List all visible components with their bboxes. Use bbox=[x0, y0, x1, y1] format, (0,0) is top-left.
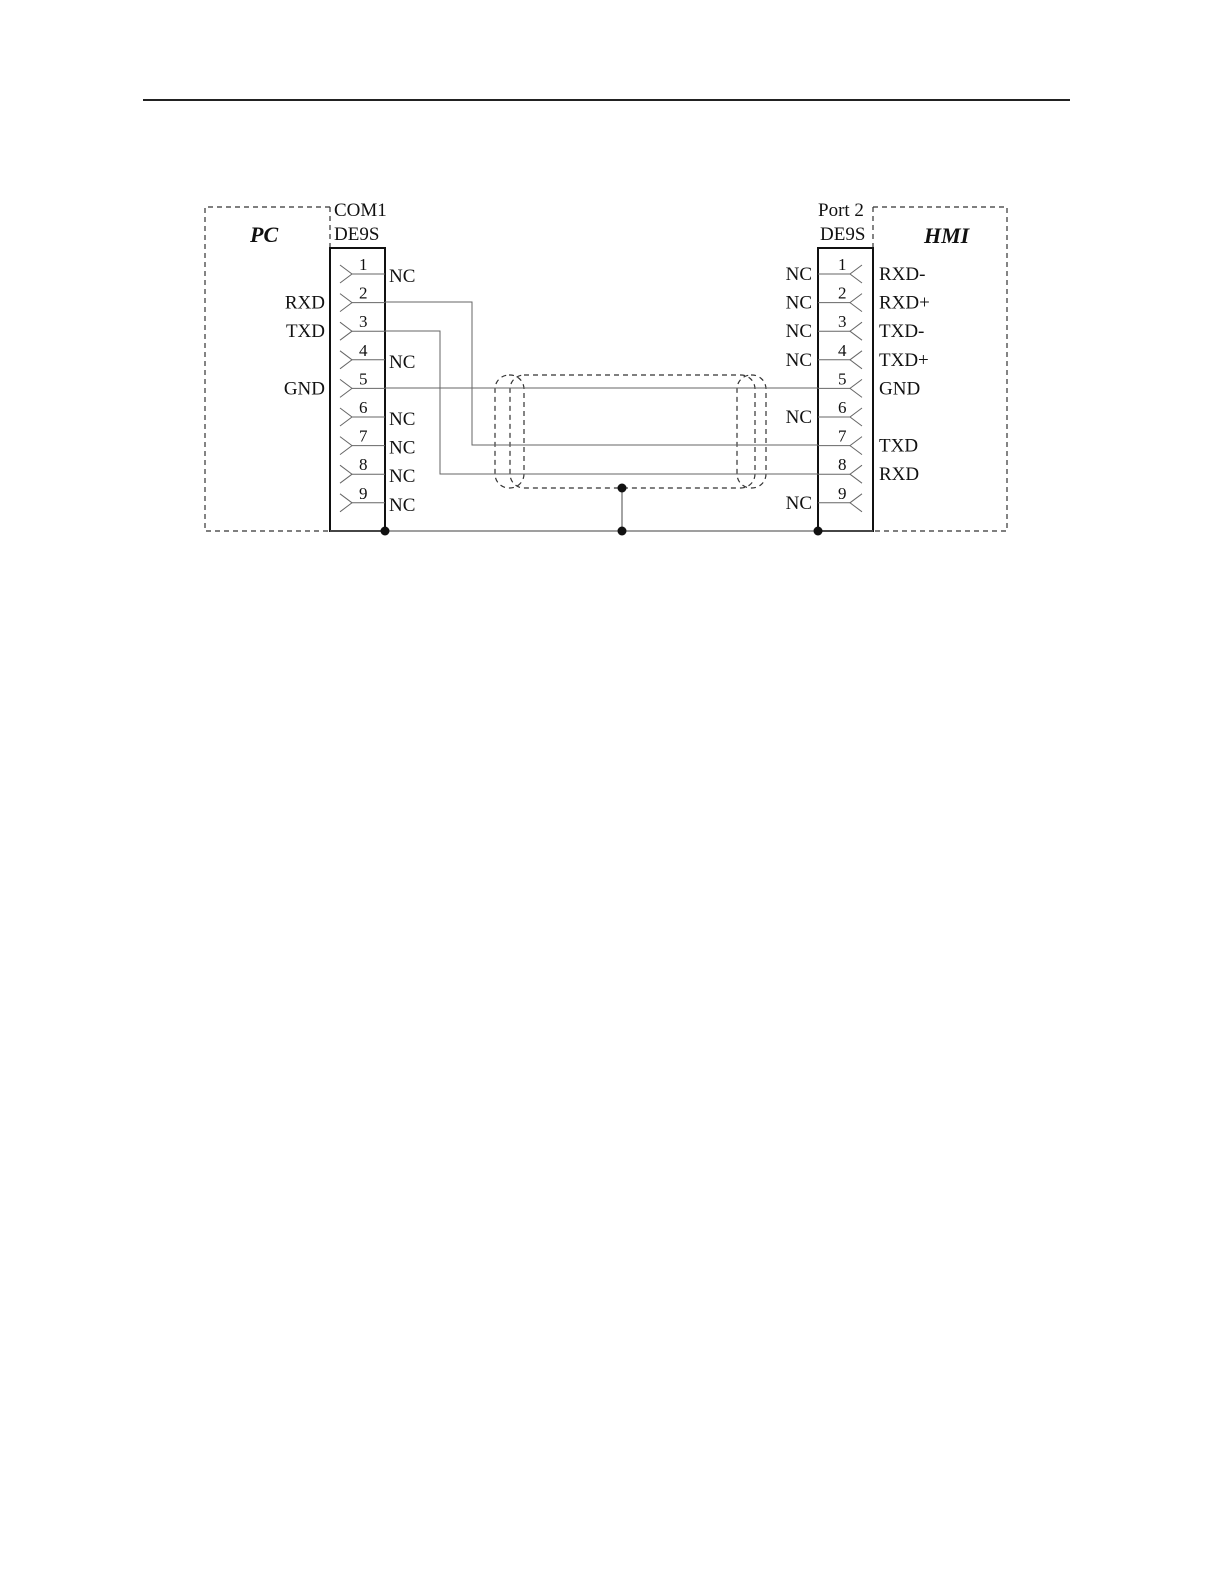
pin-contact-icon bbox=[850, 379, 862, 397]
signal-label: TXD+ bbox=[879, 349, 929, 371]
pin-contact-icon bbox=[340, 408, 352, 426]
hmi-connector-name: Port 2 bbox=[818, 200, 864, 221]
nc-label: NC bbox=[389, 437, 416, 459]
pin-number: 8 bbox=[359, 455, 368, 475]
pin-number: 9 bbox=[838, 483, 847, 503]
signal-label: TXD- bbox=[879, 321, 925, 343]
pin-contact-icon bbox=[850, 437, 862, 455]
pc-connector-body bbox=[330, 248, 385, 531]
pc-pin-group bbox=[284, 255, 416, 516]
nc-label: NC bbox=[785, 292, 812, 314]
signal-label: RXD bbox=[284, 292, 325, 314]
pin-number: 7 bbox=[359, 426, 368, 446]
pin-number: 1 bbox=[359, 255, 368, 274]
nc-label: NC bbox=[389, 266, 416, 287]
pin-contact-icon bbox=[850, 265, 862, 283]
nc-label: NC bbox=[389, 494, 416, 516]
pin-number: 4 bbox=[359, 340, 368, 360]
pin-number: 4 bbox=[838, 340, 847, 360]
pin-contact-icon bbox=[340, 351, 352, 369]
pin-contact-icon bbox=[340, 437, 352, 455]
nc-label: NC bbox=[389, 409, 416, 430]
junction-node bbox=[618, 527, 627, 536]
pin-contact-icon bbox=[850, 294, 862, 312]
pin-contact-icon bbox=[340, 294, 352, 312]
pin-contact-icon bbox=[340, 465, 352, 483]
nc-label: NC bbox=[389, 466, 416, 488]
signal-label: GND bbox=[283, 378, 325, 400]
pin-number: 1 bbox=[838, 255, 847, 274]
pin-number: 2 bbox=[359, 283, 368, 303]
pin-contact-icon bbox=[340, 494, 352, 512]
pc-enclosure bbox=[205, 207, 330, 531]
signal-label: RXD+ bbox=[879, 292, 930, 314]
pin-contact-icon bbox=[850, 408, 862, 426]
hmi-connector-type: DE9S bbox=[820, 224, 866, 245]
nc-label: NC bbox=[785, 407, 812, 428]
cable-shield bbox=[510, 375, 755, 488]
pin-number: 9 bbox=[359, 483, 368, 503]
hmi-pin-group bbox=[786, 255, 930, 514]
signal-label: TXD bbox=[285, 321, 325, 343]
pin-contact-icon bbox=[850, 322, 862, 340]
pin-contact-icon bbox=[340, 265, 352, 283]
pin-number: 7 bbox=[838, 426, 847, 446]
wire-pc3-hmi8 bbox=[385, 331, 818, 474]
pin-number: 5 bbox=[838, 369, 847, 389]
pc-title: PC bbox=[250, 222, 279, 247]
junction-node bbox=[618, 484, 627, 493]
pin-contact-icon bbox=[340, 322, 352, 340]
pin-number: 6 bbox=[838, 398, 847, 417]
signal-label: GND bbox=[879, 378, 921, 400]
pin-contact-icon bbox=[340, 379, 352, 397]
junction-node bbox=[814, 527, 823, 536]
pin-contact-icon bbox=[850, 351, 862, 369]
pin-number: 3 bbox=[838, 312, 847, 332]
hmi-title: HMI bbox=[924, 223, 970, 248]
pin-number: 3 bbox=[359, 312, 368, 332]
pin-contact-icon bbox=[850, 494, 862, 512]
wire-pc2-hmi7 bbox=[385, 302, 818, 445]
nc-label: NC bbox=[785, 321, 812, 343]
signal-label: TXD bbox=[879, 435, 919, 457]
nc-label: NC bbox=[389, 351, 416, 373]
signal-label: RXD bbox=[879, 464, 920, 486]
pc-connector-name: COM1 bbox=[334, 200, 387, 221]
pin-number: 5 bbox=[359, 369, 368, 389]
junction-node bbox=[381, 527, 390, 536]
pin-contact-icon bbox=[850, 465, 862, 483]
nc-label: NC bbox=[785, 492, 812, 514]
signal-label: RXD- bbox=[879, 264, 926, 285]
pin-number: 6 bbox=[359, 398, 368, 417]
pin-number: 8 bbox=[838, 455, 847, 475]
pin-number: 2 bbox=[838, 283, 847, 303]
nc-label: NC bbox=[785, 349, 812, 371]
shield-end-right bbox=[737, 375, 766, 488]
nc-label: NC bbox=[785, 264, 812, 285]
pc-connector-type: DE9S bbox=[334, 224, 380, 245]
